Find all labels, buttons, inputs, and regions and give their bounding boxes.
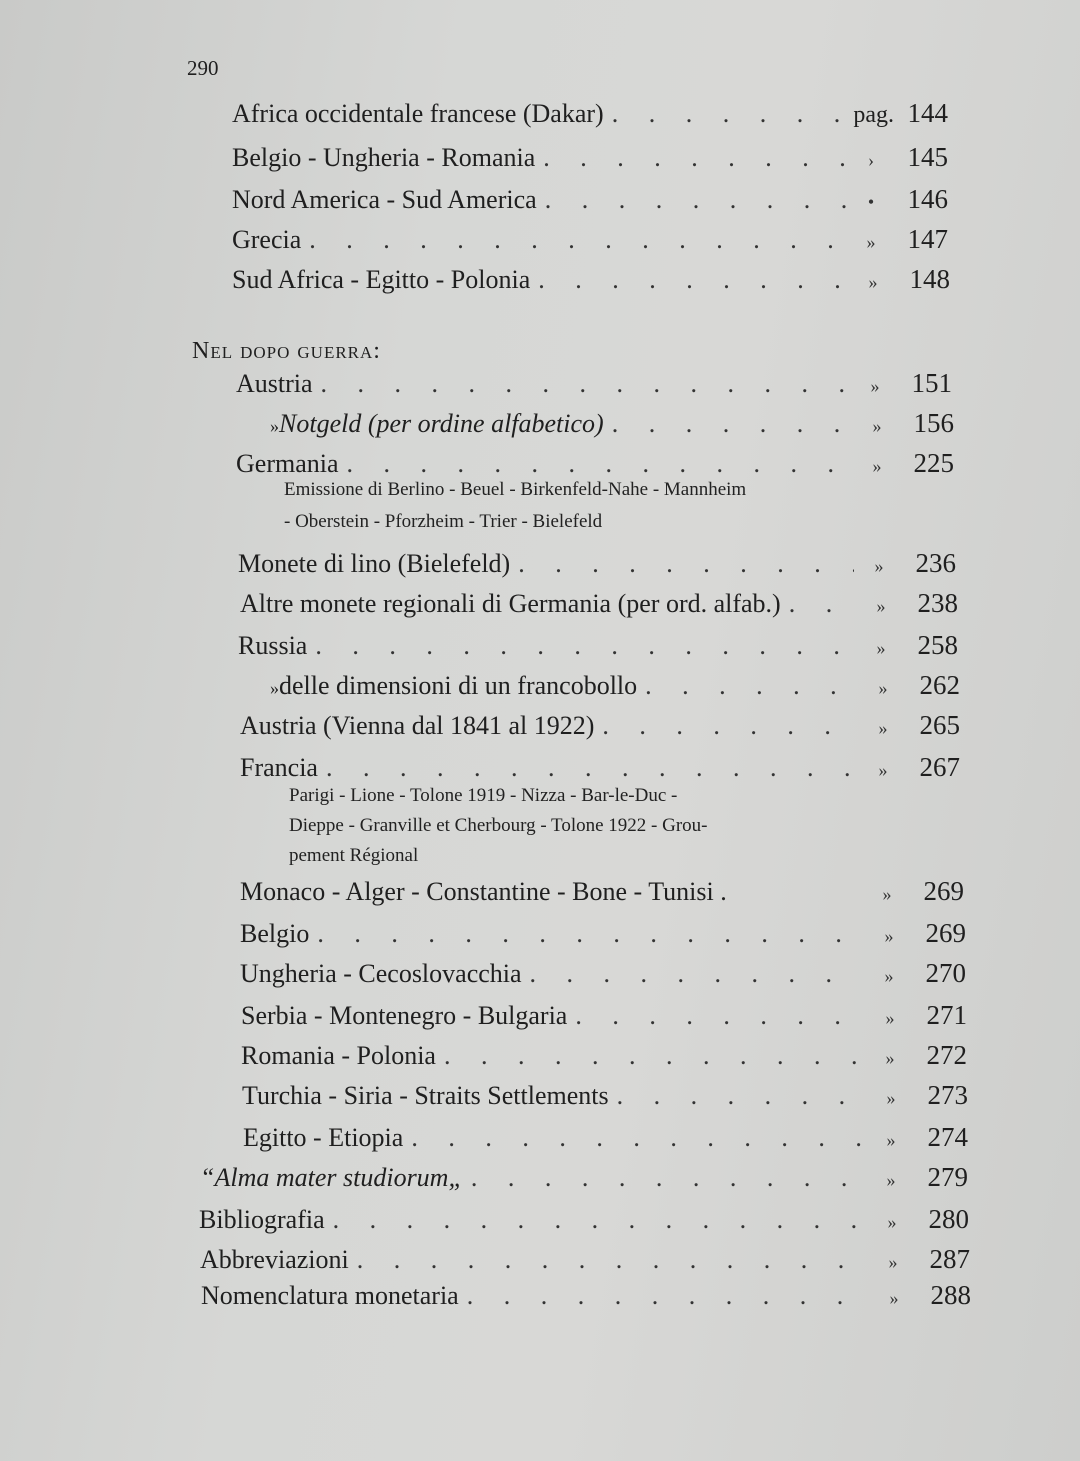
- toc-entry: [270, 408, 954, 441]
- leader-dots: [326, 753, 858, 783]
- toc-page: 262: [919, 670, 960, 700]
- ditto-mark: »: [886, 1170, 896, 1190]
- toc-page: 151: [911, 368, 952, 398]
- ditto-mark: »: [885, 1048, 895, 1068]
- toc-label: Sud Africa - Egitto - Polonia: [232, 265, 531, 294]
- ditto-mark: »: [888, 1252, 898, 1272]
- ditto-mark: »: [870, 376, 880, 396]
- leader-dots: [333, 1205, 867, 1235]
- toc-label: Russia: [238, 631, 308, 660]
- toc-page: 267: [919, 752, 960, 782]
- toc-page: 269: [925, 918, 966, 948]
- toc-page: 279: [927, 1162, 968, 1192]
- toc-entry: [242, 1080, 968, 1113]
- subentry-line: Parigi - Lione - Tolone 1919 - Nizza - Bar-le-Duc -: [289, 785, 678, 806]
- toc-page: 288: [930, 1280, 971, 1310]
- toc-label: Ungheria - Cecoslovacchia: [240, 959, 522, 988]
- toc-page: 146: [907, 184, 948, 214]
- leader-dots: [617, 1081, 866, 1111]
- leader-dots: [543, 143, 846, 173]
- leader-dots: [444, 1041, 865, 1071]
- pag-prefix: pag.: [853, 102, 894, 128]
- ditto-mark: »: [878, 678, 888, 698]
- ditto-mark: »: [876, 596, 886, 616]
- page-number: 290: [187, 56, 219, 80]
- toc-page: 287: [929, 1244, 970, 1274]
- toc-entry: [201, 1280, 971, 1313]
- toc-page: 156: [913, 408, 954, 438]
- leader-dots: [315, 631, 856, 661]
- ditto-mark: »: [885, 1008, 895, 1028]
- toc-entry: [240, 588, 958, 621]
- toc-page: 144: [907, 98, 948, 128]
- toc-page: 269: [923, 876, 964, 906]
- ditto-mark: »: [884, 926, 894, 946]
- toc-entry: [232, 184, 948, 217]
- ditto-mark: ›: [868, 150, 874, 170]
- toc-page: 258: [917, 630, 958, 660]
- toc-entry: [240, 918, 966, 951]
- ditto-mark: »: [874, 556, 884, 576]
- ditto-mark: »: [876, 638, 886, 658]
- leader-dots: [357, 1245, 868, 1275]
- leader-dots: [645, 671, 858, 701]
- ditto-mark: »: [887, 1212, 897, 1232]
- leader-dots: [347, 449, 852, 479]
- toc-entry: [232, 142, 948, 175]
- toc-label: Altre monete regionali di Germania (per ord. alfab.): [240, 589, 781, 618]
- ditto-mark: »: [889, 1288, 899, 1308]
- ditto-mark: »: [886, 1130, 896, 1150]
- leader-dots: [575, 1001, 865, 1031]
- toc-label: Francia: [240, 753, 318, 782]
- toc-label: Austria (Vienna dal 1841 al 1922): [240, 711, 595, 740]
- toc-entry: [270, 670, 960, 703]
- toc-entry: [236, 368, 952, 401]
- ditto-mark: »: [878, 718, 888, 738]
- ditto-mark: »: [868, 272, 878, 292]
- toc-page: 147: [907, 224, 948, 254]
- toc-label: Bibliografia: [199, 1205, 325, 1234]
- leader-dots: [317, 919, 864, 949]
- subentry-line: Emissione di Berlino - Beuel - Birkenfeld-Nahe - Mannheim: [284, 479, 747, 500]
- toc-page: 272: [926, 1040, 967, 1070]
- toc-label: Monete di lino (Bielefeld): [238, 549, 511, 578]
- toc-label: Nomenclatura monetaria: [201, 1281, 459, 1310]
- toc-page: 280: [928, 1204, 969, 1234]
- ditto-mark: »: [882, 884, 892, 904]
- ditto-mark: »: [886, 1088, 896, 1108]
- leader-dots: [530, 959, 864, 989]
- toc-label: Monaco - Alger - Constantine - Bone - Tunisi .: [240, 877, 727, 906]
- toc-label: Austria: [236, 369, 313, 398]
- leader-dots: [789, 589, 856, 619]
- toc-page: 274: [927, 1122, 968, 1152]
- leader-dots: [471, 1163, 866, 1193]
- toc-page: 238: [917, 588, 958, 618]
- toc-page: 271: [926, 1000, 967, 1030]
- leader-dots: [518, 549, 854, 579]
- ditto-prefix: »: [270, 678, 279, 698]
- ditto-mark: »: [884, 966, 894, 986]
- toc-label: Germania: [236, 449, 339, 478]
- leader-dots: [467, 1281, 869, 1311]
- leader-dots: [612, 99, 846, 129]
- toc-label: Notgeld (per ordine alfabetico): [279, 409, 604, 438]
- toc-label: Grecia: [232, 225, 302, 254]
- toc-entry: [238, 630, 958, 663]
- ditto-prefix: »: [270, 416, 279, 436]
- toc-page: 236: [915, 548, 956, 578]
- subentry-line: Dieppe - Granville et Cherbourg - Tolone 1922 - Grou-: [289, 815, 708, 836]
- toc-label: Belgio: [240, 919, 310, 948]
- toc-page: 265: [919, 710, 960, 740]
- toc-entry: [241, 1000, 967, 1033]
- toc-label: “Alma mater studiorum„: [200, 1163, 463, 1192]
- leader-dots: [545, 185, 846, 215]
- ditto-mark: »: [866, 232, 876, 252]
- subentry-line: pement Régional: [289, 845, 419, 866]
- leader-dots: [538, 265, 848, 295]
- leader-dots: [321, 369, 850, 399]
- toc-label: Abbreviazioni: [200, 1245, 349, 1274]
- ditto-mark: »: [878, 760, 888, 780]
- ditto-mark: •: [867, 192, 875, 212]
- toc-entry: [243, 1122, 968, 1155]
- toc-label: Serbia - Montenegro - Bulgaria: [241, 1001, 568, 1030]
- toc-entry: [240, 876, 964, 909]
- toc-label: Egitto - Etiopia: [243, 1123, 404, 1152]
- leader-dots: [612, 409, 852, 439]
- toc-entry: [232, 224, 948, 257]
- toc-entry: [240, 752, 960, 785]
- toc-page: 270: [925, 958, 966, 988]
- toc-label: Belgio - Ungheria - Romania: [232, 143, 536, 172]
- leader-dots: [309, 225, 846, 255]
- toc-entry: [232, 98, 948, 130]
- toc-entry: [240, 958, 966, 991]
- toc-label: Turchia - Siria - Straits Settlements: [242, 1081, 609, 1110]
- toc-label: Romania - Polonia: [241, 1041, 436, 1070]
- leader-dots: [602, 711, 858, 741]
- toc-page: 225: [913, 448, 954, 478]
- toc-entry: [240, 710, 960, 743]
- leader-dots: [411, 1123, 866, 1153]
- toc-entry: [199, 1204, 969, 1237]
- toc-page: 273: [927, 1080, 968, 1110]
- toc-entry: [200, 1244, 970, 1277]
- toc-label: delle dimensioni di un francobollo: [279, 671, 638, 700]
- section-heading: Nel dopo guerra:: [192, 338, 381, 364]
- toc-page: 145: [907, 142, 948, 172]
- toc-entry: [238, 548, 956, 581]
- toc-entry: [200, 1162, 968, 1195]
- toc-entry: [232, 264, 950, 297]
- subentry-line: - Oberstein - Pforzheim - Trier - Bielefeld: [284, 511, 603, 532]
- toc-entry: [241, 1040, 967, 1073]
- toc-label: Africa occidentale francese (Dakar): [232, 99, 604, 128]
- ditto-mark: »: [872, 416, 882, 436]
- ditto-mark: »: [872, 456, 882, 476]
- toc-page: 148: [909, 264, 950, 294]
- toc-label: Nord America - Sud America: [232, 185, 537, 214]
